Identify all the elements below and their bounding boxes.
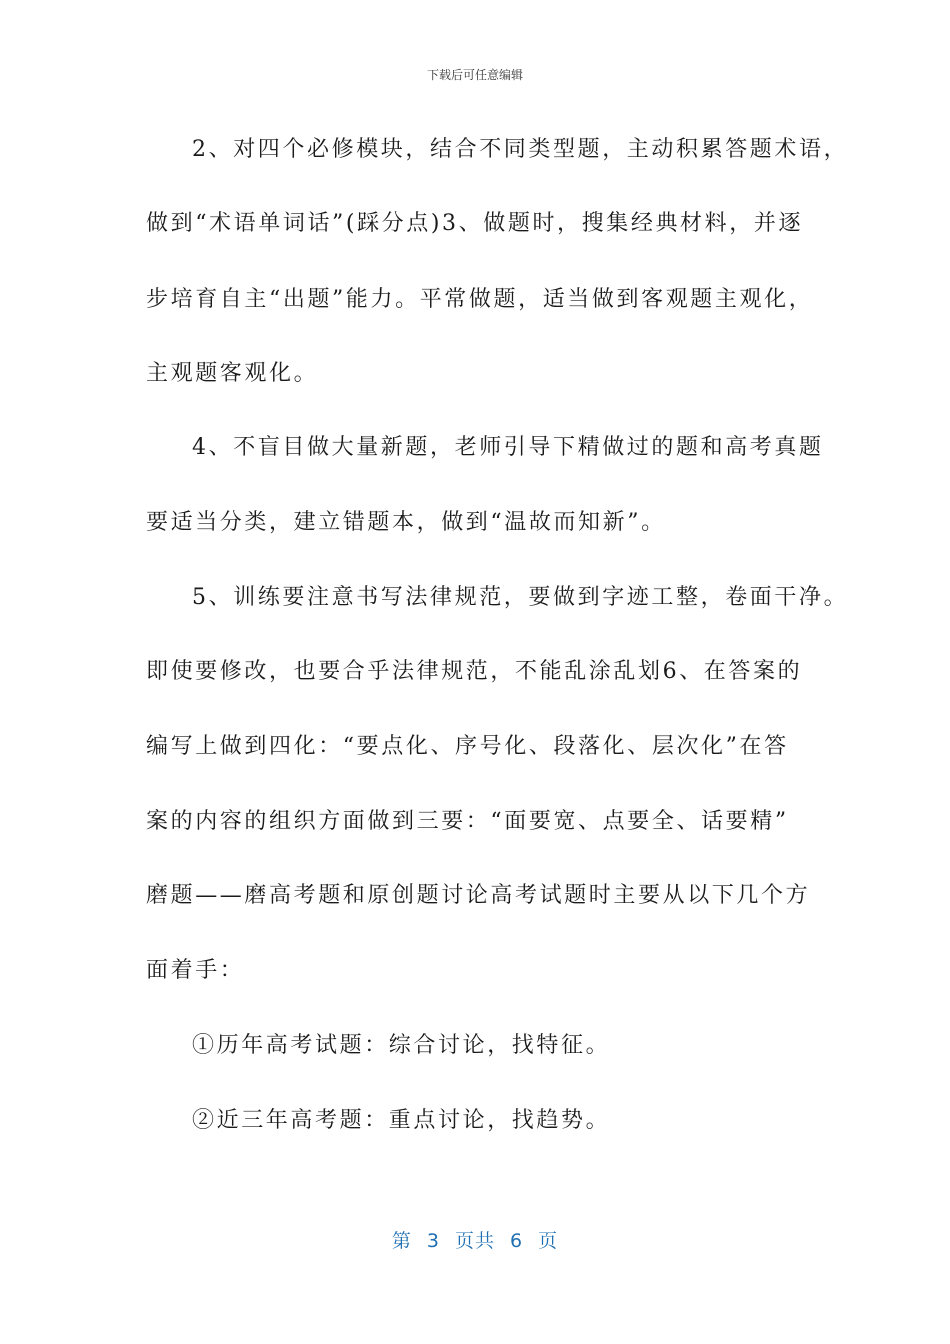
paragraph-line-4: 主观题客观化。 [146, 361, 319, 386]
paragraph-line-8: 即使要修改，也要合乎法律规范，不能乱涂乱划6、在答案的 [146, 659, 803, 684]
paragraph-line-11: 磨题——磨高考题和原创题讨论高考试题时主要从以下几个方 [146, 883, 811, 908]
header-note: 下载后可任意编辑 [426, 68, 523, 82]
paragraph-line-2: 做到“术语单词话”(踩分点)3、做题时，搜集经典材料，并逐 [146, 211, 804, 236]
page-number: 第 3 页共 6 页 [391, 1230, 559, 1252]
paragraph-line-12: 面着手： [146, 958, 245, 983]
list-item-2: ②近三年高考题：重点讨论，找趋势。 [192, 1108, 611, 1133]
paragraph-line-6: 要适当分类，建立错题本，做到“温故而知新”。 [146, 510, 666, 535]
paragraph-line-9: 编写上做到四化：“要点化、序号化、段落化、层次化”在答 [146, 734, 789, 759]
paragraph-line-10: 案的内容的组织方面做到三要：“面要宽、点要全、话要精” [146, 809, 789, 834]
paragraph-line-1: 2、对四个必修模块，结合不同类型题，主动积累答题术语， [192, 137, 849, 162]
paragraph-line-5: 4、不盲目做大量新题，老师引导下精做过的题和高考真题 [192, 435, 824, 460]
paragraph-line-3: 步培育自主“出题”能力。平常做题，适当做到客观题主观化， [146, 287, 814, 312]
paragraph-line-7: 5、训练要注意书写法律规范，要做到字迹工整，卷面干净。 [192, 585, 849, 610]
list-item-1: ①历年高考试题：综合讨论，找特征。 [192, 1033, 611, 1058]
